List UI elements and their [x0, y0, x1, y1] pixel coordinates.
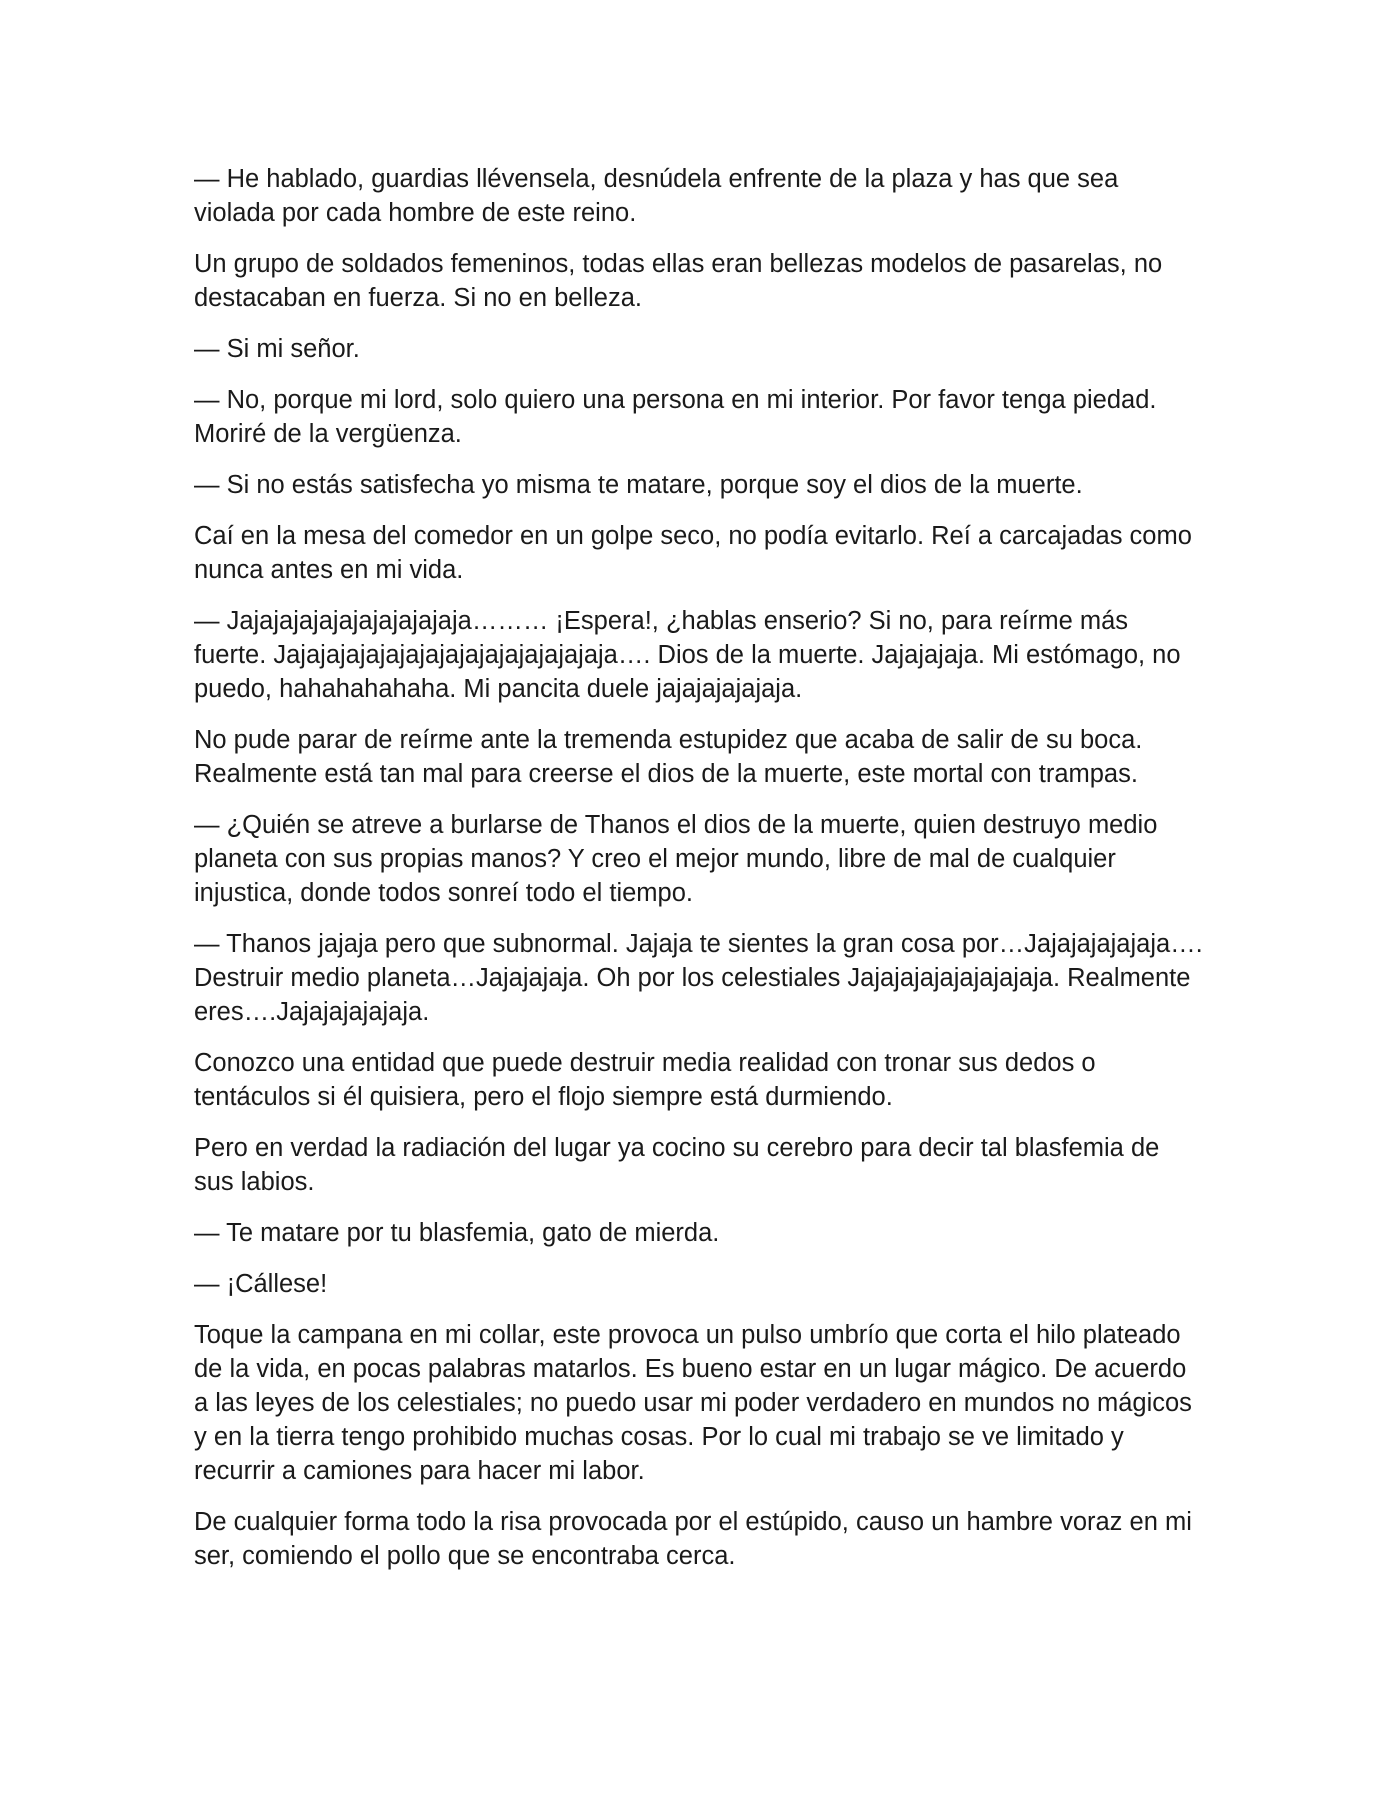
paragraph: Caí en la mesa del comedor en un golpe seco, no podía evitarlo. Reí a carcajadas como nunca antes en mi vida.	[194, 522, 1192, 584]
paragraph: Un grupo de soldados femeninos, todas ellas eran bellezas modelos de pasarelas, no destacaban en fuerza. Si no en belleza.	[194, 250, 1163, 312]
paragraph: Toque la campana en mi collar, este provoca un pulso umbrío que corta el hilo plateado de la vida, en pocas palabras matarlos. Es bueno estar en un lugar mágico. De acuerdo a las leyes de los celestiales; no puedo usar mi poder verdadero en mundos no mágicos y en la tierra tengo prohibido muchas cosas. Por lo cual mi trabajo se ve limitado y recurrir a camiones para hacer mi labor.	[194, 1321, 1192, 1485]
paragraph: — Si mi señor.	[194, 335, 360, 363]
paragraph: De cualquier forma todo la risa provocada por el estúpido, causo un hambre voraz en mi ser, comiendo el pollo que se encontraba cerca.	[194, 1508, 1192, 1570]
paragraph: — Thanos jajaja pero que subnormal. Jajaja te sientes la gran cosa por…Jajajajajajaja…. Destruir medio planeta…Jajajajaja. Oh por los celestiales Jajajajajajajajajaja. Realmente eres….Jajajajajajaja.	[194, 930, 1203, 1026]
paragraph: Conozco una entidad que puede destruir media realidad con tronar sus dedos o tentáculos si él quisiera, pero el flojo siempre está durmiendo.	[194, 1049, 1096, 1111]
paragraph: Pero en verdad la radiación del lugar ya cocino su cerebro para decir tal blasfemia de sus labios.	[194, 1134, 1160, 1196]
paragraph: — Si no estás satisfecha yo misma te matare, porque soy el dios de la muerte.	[194, 471, 1083, 499]
paragraph: — He hablado, guardias llévensela, desnúdela enfrente de la plaza y has que sea violada por cada hombre de este reino.	[194, 165, 1119, 227]
paragraph: — Te matare por tu blasfemia, gato de mierda.	[194, 1219, 720, 1247]
body-text	[194, 162, 1204, 1590]
paragraph: No pude parar de reírme ante la tremenda estupidez que acaba de salir de su boca. Realmente está tan mal para creerse el dios de la muerte, este mortal con trampas.	[194, 726, 1143, 788]
paragraph: — ¡Cállese!	[194, 1270, 328, 1298]
paragraph: — Jajajajajajajajajajajaja……… ¡Espera!, ¿hablas enserio? Si no, para reírme más fuerte. Jajajajajajajajajajajajajajajajaja…. Dios de la muerte. Jajajajaja. Mi estómago, no puedo, hahahahahaha. Mi pancita duele jajajajajajaja.	[194, 607, 1181, 703]
paragraph: — ¿Quién se atreve a burlarse de Thanos el dios de la muerte, quien destruyo medio planeta con sus propias manos? Y creo el mejor mundo, libre de mal de cualquier injustica, donde todos sonreí todo el tiempo.	[194, 811, 1158, 907]
paragraph: — No, porque mi lord, solo quiero una persona en mi interior. Por favor tenga piedad. Moriré de la vergüenza.	[194, 386, 1157, 448]
